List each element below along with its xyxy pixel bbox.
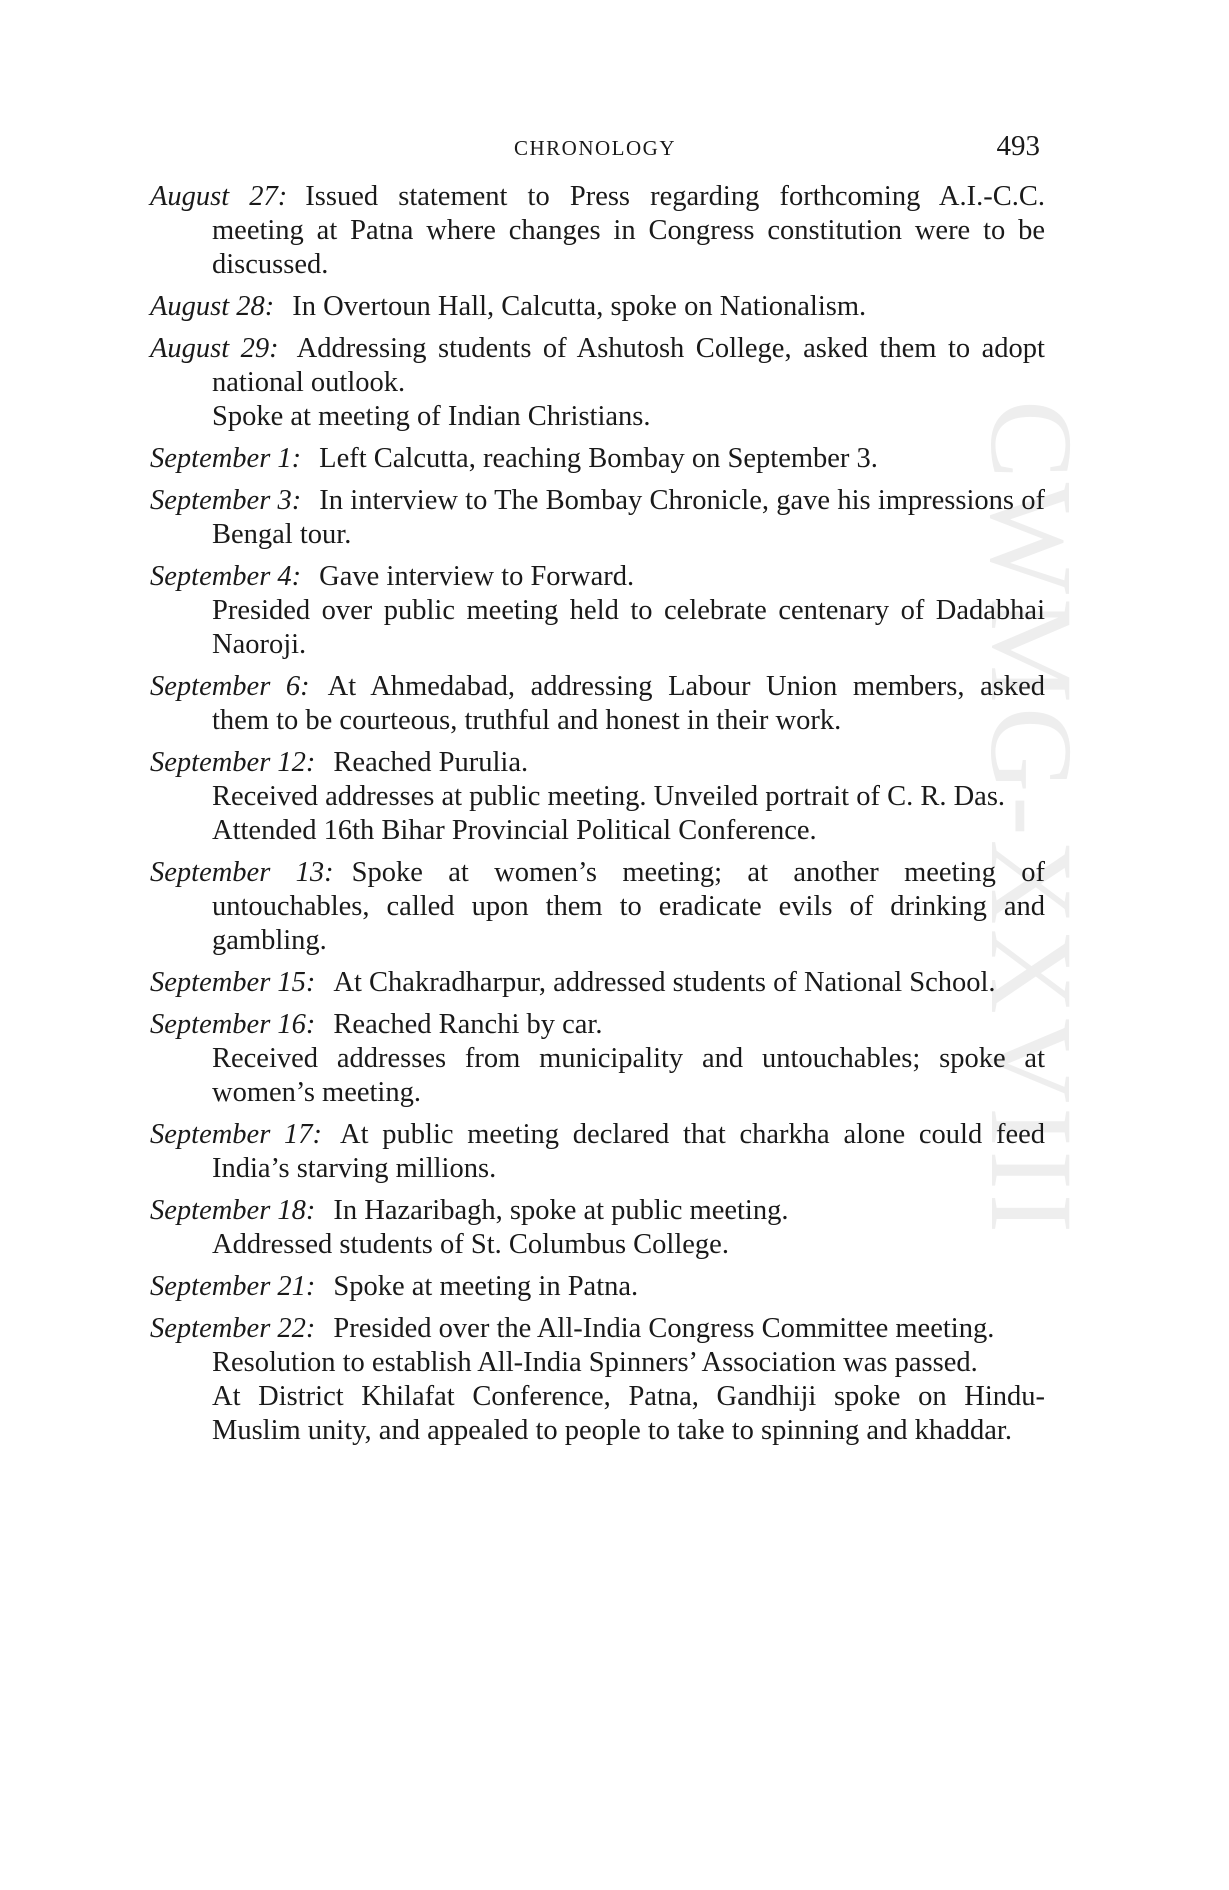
entry-text: Received addresses from municipality and untouchables; spoke at women’s meeting. <box>212 1043 1045 1108</box>
entry-text: In Overtoun Hall, Calcutta, spoke on Nationalism. <box>292 291 867 322</box>
entry-text: Resolution to establish All-India Spinners’ Association was passed. <box>212 1347 978 1378</box>
chronology-entry <box>150 856 1045 958</box>
entry-text: Spoke at women’s meeting; at another meeting of untouchables, called upon them to eradicate evils of drinking and gambling. <box>212 857 1045 956</box>
entry-paragraph <box>150 1228 1045 1262</box>
chronology-entry <box>150 180 1045 282</box>
entry-first-paragraph <box>150 484 1045 552</box>
chronology-entry <box>150 1008 1045 1110</box>
entry-text: Presided over public meeting held to celebrate centenary of Dadabhai Naoroji. <box>212 595 1045 660</box>
entry-text: Left Calcutta, reaching Bombay on September 3. <box>319 443 878 474</box>
entry-date: September 18: <box>150 1195 316 1226</box>
entry-text: At public meeting declared that charkha alone could feed India’s starving millions. <box>212 1119 1045 1184</box>
chronology-entry <box>150 484 1045 552</box>
chronology-entry <box>150 670 1045 738</box>
entry-first-paragraph <box>150 856 1045 958</box>
entry-first-paragraph <box>150 560 1045 594</box>
entry-first-paragraph <box>150 332 1045 400</box>
page-header <box>150 130 1040 170</box>
entry-paragraph <box>150 780 1045 814</box>
entry-first-paragraph <box>150 1270 1045 1304</box>
entry-date: September 21: <box>150 1271 316 1302</box>
entry-text: Presided over the All-India Congress Committee meeting. <box>333 1313 995 1344</box>
entry-date: September 16: <box>150 1009 316 1040</box>
entry-text: Addressing students of Ashutosh College, asked them to adopt national outlook. <box>212 333 1045 398</box>
entry-first-paragraph <box>150 1312 1045 1346</box>
chronology-entry <box>150 746 1045 848</box>
entry-text: Reached Purulia. <box>333 747 529 778</box>
chronology-entry <box>150 1118 1045 1186</box>
chronology-entry <box>150 290 1045 324</box>
entry-first-paragraph <box>150 670 1045 738</box>
entry-paragraph <box>150 814 1045 848</box>
entry-first-paragraph <box>150 1008 1045 1042</box>
entry-paragraph <box>150 1042 1045 1110</box>
entry-date: September 22: <box>150 1313 316 1344</box>
entry-text: Issued statement to Press regarding forthcoming A.I.-C.C. meeting at Patna where changes in Congress constitution were to be discussed. <box>212 181 1045 280</box>
entry-date: September 4: <box>150 561 302 592</box>
chronology-entry <box>150 966 1045 1000</box>
entry-text: At District Khilafat Conference, Patna, Gandhiji spoke on Hindu-Muslim unity, and appealed to people to take to spinning and khaddar. <box>212 1381 1045 1446</box>
entry-date: September 6: <box>150 671 310 702</box>
entry-text: In Hazaribagh, spoke at public meeting. <box>333 1195 789 1226</box>
entry-text: At Ahmedabad, addressing Labour Union members, asked them to be courteous, truthful and honest in their work. <box>212 671 1045 736</box>
running-head: CHRONOLOGY <box>514 136 676 160</box>
entry-date: September 1: <box>150 443 302 474</box>
chronology-entry <box>150 442 1045 476</box>
watermark: CWMG-XXVIII <box>966 400 1097 1238</box>
entry-text: In interview to The Bombay Chronicle, gave his impressions of Bengal tour. <box>212 485 1046 550</box>
entry-date: September 12: <box>150 747 316 778</box>
entry-date: September 15: <box>150 967 316 998</box>
entry-text: Gave interview to Forward. <box>319 561 635 592</box>
entry-paragraph <box>150 594 1045 662</box>
chronology-entry <box>150 560 1045 662</box>
entry-date: September 13: <box>150 857 334 888</box>
entry-date: August 28: <box>150 291 275 322</box>
entry-text: At Chakradharpur, addressed students of National School. <box>333 967 996 998</box>
entry-text: Received addresses at public meeting. Unveiled portrait of C. R. Das. <box>212 781 1006 812</box>
entry-first-paragraph <box>150 180 1045 282</box>
chronology-entry <box>150 1194 1045 1262</box>
entry-text: Attended 16th Bihar Provincial Political Conference. <box>212 815 817 846</box>
entry-text: Spoke at meeting in Patna. <box>333 1271 639 1302</box>
chronology-entry <box>150 332 1045 434</box>
entry-first-paragraph <box>150 966 1045 1000</box>
entry-date: September 3: <box>150 485 302 516</box>
entry-first-paragraph <box>150 442 1045 476</box>
entry-first-paragraph <box>150 1118 1045 1186</box>
chronology-entries <box>150 180 1045 1456</box>
entry-first-paragraph <box>150 1194 1045 1228</box>
entry-date: September 17: <box>150 1119 323 1150</box>
chronology-entry <box>150 1270 1045 1304</box>
entry-paragraph <box>150 1380 1045 1448</box>
entry-text: Reached Ranchi by car. <box>333 1009 603 1040</box>
entry-date: August 29: <box>150 333 279 364</box>
entry-first-paragraph <box>150 746 1045 780</box>
entry-date: August 27: <box>150 181 288 212</box>
entry-text: Spoke at meeting of Indian Christians. <box>212 401 651 432</box>
entry-paragraph <box>150 400 1045 434</box>
chronology-entry <box>150 1312 1045 1448</box>
entry-text: Addressed students of St. Columbus College. <box>212 1229 729 1260</box>
entry-first-paragraph <box>150 290 1045 324</box>
page-number: 493 <box>996 130 1040 162</box>
entry-paragraph <box>150 1346 1045 1380</box>
